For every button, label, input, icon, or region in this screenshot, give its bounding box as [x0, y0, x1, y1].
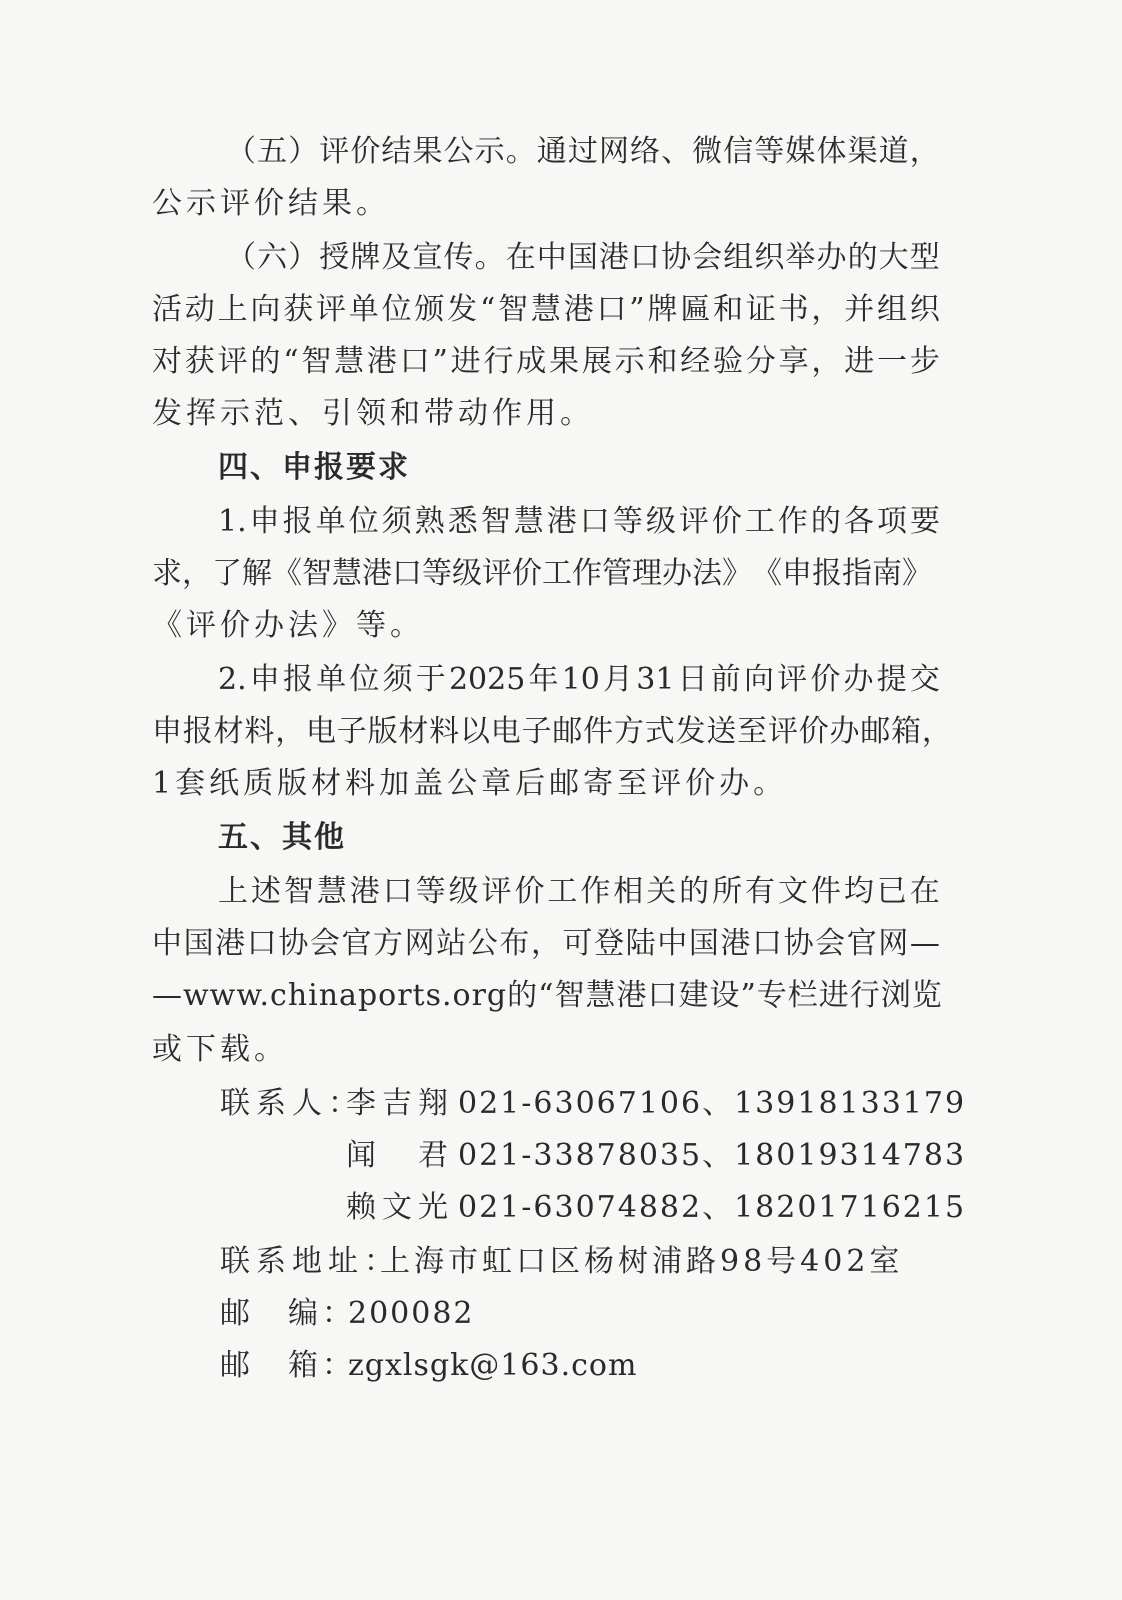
contact-name: 闻 君	[346, 1138, 454, 1173]
address-value: 上海市虹口区杨树浦路98号402室	[380, 1244, 904, 1279]
other-line-3: —www.chinaports.org的“智慧港口建设”专栏进行浏览	[152, 978, 943, 1013]
req-1-line-2: 求 ， 了 解 《 智 慧 港 口 等 级 评 价 工 作 管 理 办 法 》 《 申 报 指 南 》	[152, 556, 932, 591]
email-label: 邮 箱：	[220, 1348, 356, 1383]
req-2-line-1: 2. 申 报 单 位 须 于 2025 年 10 月 31 日 前 向 评 价 办 提 交	[218, 662, 940, 697]
other-line-1: 上 述 智 慧 港 口 等 级 评 价 工 作 相 关 的 所 有 文 件 均 已 在	[218, 874, 940, 909]
heading-other: 五、其他	[218, 820, 346, 855]
contact-phones: 021-33878035、18019314783	[458, 1138, 967, 1173]
email-value: zgxlsgk@163.com	[348, 1348, 638, 1383]
para-6-line-2: 活 动 上 向 获 评 单 位 颁 发 “ 智 慧 港 口 ” 牌 匾 和 证 书 ， 并 组 织	[152, 292, 940, 327]
contact-name: 李吉翔	[346, 1086, 454, 1121]
para-5-line-1: （ 五 ） 评 价 结 果 公 示 。 通 过 网 络 、 微 信 等 媒 体 渠 道 ，	[226, 134, 940, 169]
para-6-line-1: （ 六 ） 授 牌 及 宣 传 。 在 中 国 港 口 协 会 组 织 举 办 的 大 型	[226, 240, 940, 275]
postcode-label: 邮 编：	[220, 1296, 356, 1331]
req-1-line-3: 《评价办法》等。	[152, 608, 424, 643]
para-5-line-2: 公示评价结果。	[152, 186, 390, 221]
other-line-4: 或下载。	[152, 1032, 288, 1067]
other-line-2: 中 国 港 口 协 会 官 方 网 站 公 布 ， 可 登 陆 中 国 港 口 协 会 官 网 —	[152, 926, 940, 961]
contact-phones: 021-63067106、13918133179	[458, 1086, 967, 1121]
req-2-line-3: 1套纸质版材料加盖公章后邮寄至评价办。	[152, 766, 788, 801]
contact-name: 赖文光	[346, 1190, 454, 1225]
postcode-value: 200082	[348, 1296, 475, 1331]
contact-phones: 021-63074882、18201716215	[458, 1190, 967, 1225]
req-1-line-1: 1. 申 报 单 位 须 熟 悉 智 慧 港 口 等 级 评 价 工 作 的 各 项 要	[218, 504, 940, 539]
contact-label: 联系人：	[220, 1086, 364, 1121]
req-2-line-2: 申 报 材 料 ， 电 子 版 材 料 以 电 子 邮 件 方 式 发 送 至 评 价 办 邮 箱 ，	[152, 714, 952, 749]
address-label: 联系地址：	[220, 1244, 400, 1279]
para-6-line-4: 发挥示范、引领和带动作用。	[152, 396, 594, 431]
para-6-line-3: 对 获 评 的 “ 智 慧 港 口 ” 进 行 成 果 展 示 和 经 验 分 享 ， 进 一 步	[152, 344, 940, 379]
heading-requirements: 四、申报要求	[218, 450, 410, 485]
